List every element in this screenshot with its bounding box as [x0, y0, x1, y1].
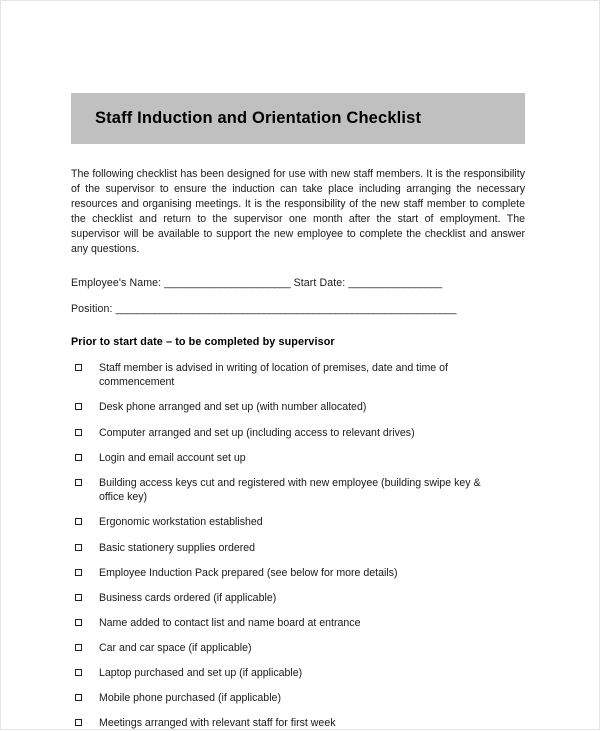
- empty-checkbox-icon[interactable]: [75, 403, 82, 410]
- list-item-label: Meetings arranged with relevant staff for first week: [99, 717, 336, 730]
- position-label: Position:: [71, 302, 113, 315]
- empty-checkbox-icon[interactable]: [75, 719, 82, 726]
- start-date-label: Start Date:: [293, 276, 346, 289]
- empty-checkbox-icon[interactable]: [75, 454, 82, 461]
- list-item-label: Name added to contact list and name board at entrance: [99, 616, 361, 629]
- list-item[interactable]: [71, 400, 525, 415]
- list-item[interactable]: [71, 566, 525, 581]
- list-item-label: Desk phone arranged and set up (with number allocated): [99, 401, 367, 414]
- list-item[interactable]: [71, 476, 525, 505]
- list-item[interactable]: [71, 541, 525, 556]
- employee-name-input[interactable]: _______________________: [164, 276, 291, 289]
- list-item-label: Basic stationery supplies ordered: [99, 541, 256, 554]
- employee-details-form: [71, 276, 525, 317]
- empty-checkbox-icon[interactable]: [75, 429, 82, 436]
- empty-checkbox-icon[interactable]: [75, 669, 82, 676]
- list-item-label: Computer arranged and set up (including access to relevant drives): [99, 426, 415, 439]
- section-heading-prior-to-start-date: Prior to start date – to be completed by supervisor: [71, 335, 335, 348]
- empty-checkbox-icon[interactable]: [75, 364, 82, 371]
- empty-checkbox-icon[interactable]: [75, 594, 82, 601]
- empty-checkbox-icon[interactable]: [75, 644, 82, 651]
- list-item[interactable]: [71, 716, 525, 731]
- list-item[interactable]: [71, 591, 525, 606]
- intro-paragraph: The following checklist has been designed for use with new staff members. It is the responsibility of the supervisor to ensure the induction can take place including arranging the necessary resources and organising meetings. It is the responsibility of the new staff member to complete the checklist and return to the supervisor one month after the start of employment. The supervisor will be available to support the new employee to complete the checklist and answer any questions.: [71, 168, 525, 256]
- list-item[interactable]: [71, 641, 525, 656]
- document-content: [71, 93, 525, 731]
- list-item[interactable]: [71, 361, 525, 390]
- empty-checkbox-icon[interactable]: [75, 569, 82, 576]
- empty-checkbox-icon[interactable]: [75, 619, 82, 626]
- list-item-label: Business cards ordered (if applicable): [99, 591, 277, 604]
- list-item[interactable]: [71, 451, 525, 466]
- list-item[interactable]: [71, 666, 525, 681]
- position-row: [71, 302, 525, 317]
- page-title: Staff Induction and Orientation Checklist: [95, 109, 422, 128]
- list-item-label: Employee Induction Pack prepared (see below for more details): [99, 566, 398, 579]
- document-title-banner: [71, 93, 525, 144]
- position-input[interactable]: ______________________________________________________________: [115, 302, 457, 315]
- empty-checkbox-icon[interactable]: [75, 544, 82, 551]
- list-item-label: Building access keys cut and registered with new employee (building swipe key & office key): [99, 476, 481, 504]
- list-item[interactable]: [71, 515, 525, 530]
- empty-checkbox-icon[interactable]: [75, 518, 82, 525]
- checklist: [71, 361, 525, 731]
- employee-name-row: [71, 276, 525, 291]
- list-item-label: Ergonomic workstation established: [99, 516, 263, 529]
- empty-checkbox-icon[interactable]: [75, 479, 82, 486]
- list-item-label: Login and email account set up: [99, 451, 246, 464]
- employee-name-label: Employee's Name:: [71, 276, 162, 289]
- start-date-input[interactable]: _________________: [348, 276, 442, 289]
- list-item[interactable]: [71, 691, 525, 706]
- list-item[interactable]: [71, 616, 525, 631]
- list-item-label: Staff member is advised in writing of location of premises, date and time of commencement: [99, 361, 448, 389]
- list-item-label: Laptop purchased and set up (if applicable): [99, 666, 303, 679]
- list-item[interactable]: [71, 426, 525, 441]
- list-item-label: Car and car space (if applicable): [99, 641, 252, 654]
- empty-checkbox-icon[interactable]: [75, 694, 82, 701]
- list-item-label: Mobile phone purchased (if applicable): [99, 692, 281, 705]
